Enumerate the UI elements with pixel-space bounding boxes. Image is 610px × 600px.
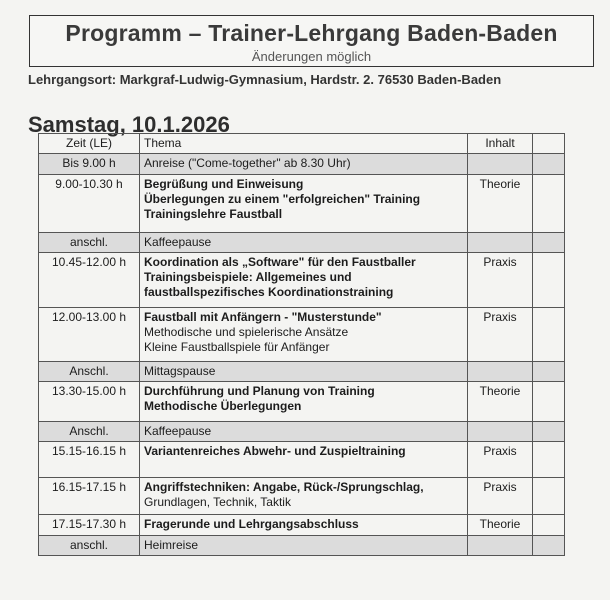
row-time: 15.15-16.15 h (39, 442, 140, 478)
table-row (39, 422, 565, 442)
topic-line: Trainingslehre Faustball (144, 207, 283, 221)
row-topic (140, 515, 468, 536)
topic-line: Durchführung und Planung von Training (144, 384, 375, 398)
topic-line: Heimreise (144, 538, 199, 552)
row-time: anschl. (39, 233, 140, 253)
table-header-row (39, 134, 565, 154)
topic-line: Faustball mit Anfängern - "Musterstunde" (144, 310, 382, 324)
topic-line: Trainingsbeispiele: Allgemeines und (144, 270, 352, 284)
topic-line: Grundlagen, Technik, Taktik (144, 495, 291, 509)
row-extra (533, 362, 565, 382)
table-row (39, 362, 565, 382)
row-content: Theorie (468, 175, 533, 233)
row-extra (533, 442, 565, 478)
row-content (468, 536, 533, 556)
header-content: Inhalt (468, 134, 533, 154)
row-topic (140, 253, 468, 308)
table-row (39, 515, 565, 536)
row-content: Theorie (468, 382, 533, 422)
row-time: 10.45-12.00 h (39, 253, 140, 308)
row-content (468, 422, 533, 442)
row-content: Praxis (468, 478, 533, 515)
topic-line: Fragerunde und Lehrgangsabschluss (144, 517, 359, 531)
row-content (468, 362, 533, 382)
table-row (39, 154, 565, 175)
row-extra (533, 478, 565, 515)
day-heading: Samstag, 10.1.2026 (28, 112, 230, 137)
row-content: Praxis (468, 308, 533, 362)
row-topic (140, 422, 468, 442)
row-time: 9.00-10.30 h (39, 175, 140, 233)
row-extra (533, 515, 565, 536)
row-topic (140, 308, 468, 362)
row-time: Anschl. (39, 422, 140, 442)
topic-line: Variantenreiches Abwehr- und Zuspieltraining (144, 444, 406, 458)
row-content (468, 154, 533, 175)
header-topic: Thema (140, 134, 468, 154)
title-box (29, 15, 594, 67)
row-content: Praxis (468, 442, 533, 478)
topic-line: Begrüßung und Einweisung (144, 177, 304, 191)
page-title: Programm – Trainer-Lehrgang Baden-Baden (65, 20, 558, 46)
row-extra (533, 422, 565, 442)
schedule-table (38, 133, 565, 556)
row-content: Theorie (468, 515, 533, 536)
page-subtitle: Änderungen möglich (251, 49, 372, 64)
row-topic (140, 233, 468, 253)
row-extra (533, 308, 565, 362)
table-row (39, 382, 565, 422)
topic-line: Überlegungen zu einem "erfolgreichen" Training (144, 192, 421, 206)
row-topic (140, 154, 468, 175)
row-content (468, 233, 533, 253)
table-row (39, 478, 565, 515)
topic-line: Methodische Überlegungen (144, 399, 302, 413)
table-row (39, 253, 565, 308)
topic-line: Kaffeepause (144, 235, 212, 249)
row-topic (140, 175, 468, 233)
topic-line: Methodische und spielerische Ansätze (144, 325, 349, 339)
topic-line: Anreise ("Come-together" ab 8.30 Uhr) (144, 156, 351, 170)
row-extra (533, 536, 565, 556)
row-topic (140, 382, 468, 422)
row-extra (533, 233, 565, 253)
row-time: 12.00-13.00 h (39, 308, 140, 362)
row-topic (140, 362, 468, 382)
table-row (39, 308, 565, 362)
row-time: 17.15-17.30 h (39, 515, 140, 536)
row-time: 13.30-15.00 h (39, 382, 140, 422)
table-row (39, 233, 565, 253)
header-extra (533, 134, 565, 154)
table-row (39, 442, 565, 478)
topic-line: Angriffstechniken: Angabe, Rück-/Sprungschlag, (144, 480, 424, 494)
row-extra (533, 175, 565, 233)
row-topic (140, 536, 468, 556)
row-time: Anschl. (39, 362, 140, 382)
topic-line: Kaffeepause (144, 424, 212, 438)
topic-line: Koordination als „Software" für den Faustballer (144, 255, 416, 269)
row-topic (140, 442, 468, 478)
header-time: Zeit (LE) (39, 134, 140, 154)
topic-line: Mittagspause (144, 364, 216, 378)
row-time: anschl. (39, 536, 140, 556)
table-row (39, 175, 565, 233)
row-extra (533, 253, 565, 308)
table-row (39, 536, 565, 556)
row-content: Praxis (468, 253, 533, 308)
row-time: Bis 9.00 h (39, 154, 140, 175)
topic-line: faustballspezifisches Koordinationstraining (144, 285, 394, 299)
topic-line: Kleine Faustballspiele für Anfänger (144, 340, 330, 354)
row-extra (533, 382, 565, 422)
row-topic (140, 478, 468, 515)
row-extra (533, 154, 565, 175)
row-time: 16.15-17.15 h (39, 478, 140, 515)
location-line: Lehrgangsort: Markgraf-Ludwig-Gymnasium, Hardstr. 2. 76530 Baden-Baden (28, 72, 502, 87)
